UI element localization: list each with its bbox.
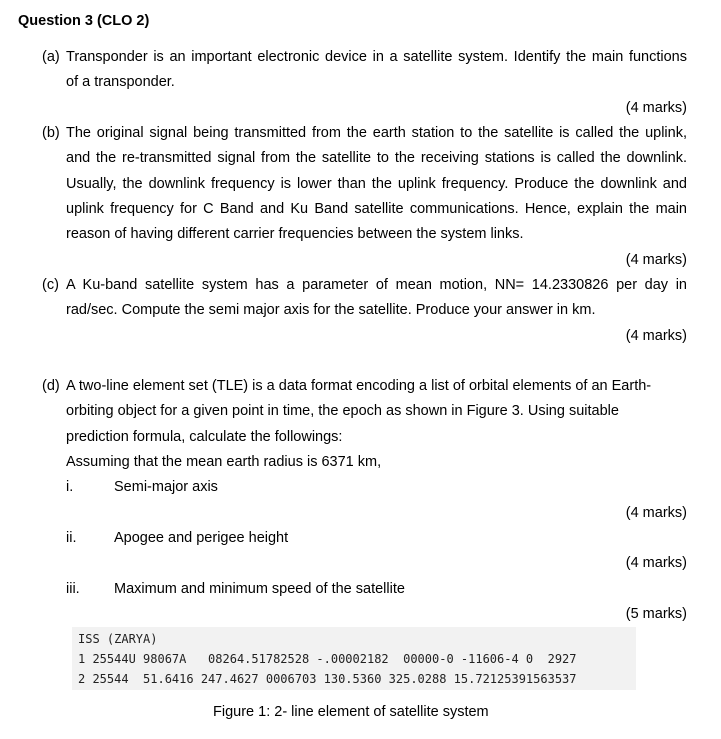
sub-item-2-text: Apogee and perigee height	[114, 530, 289, 546]
sub-item-1-text: Semi-major axis	[114, 479, 218, 495]
part-a-line-1: Transponder is an important electronic device in a satellite system. Identify the main functions	[66, 49, 687, 65]
sub-item-2-numeral: ii.	[66, 530, 77, 546]
part-d-label: (d)	[42, 378, 60, 394]
part-c-line-1: A Ku-band satellite system has a parameter of mean motion, NN= 14.2330826 per day in	[66, 277, 687, 293]
tle-name-line: ISS (ZARYA)	[78, 632, 158, 646]
part-b-line-5: reason of having different carrier frequencies between the system links.	[66, 226, 524, 242]
sub-item-3-marks: (5 marks)	[625, 606, 687, 622]
part-a-line-2: of a transponder.	[66, 74, 175, 90]
sub-item-1-numeral: i.	[66, 479, 74, 495]
sub-item-3-text: Maximum and minimum speed of the satellite	[114, 581, 405, 597]
sub-item-3-numeral: iii.	[66, 581, 80, 597]
part-a-label: (a)	[42, 49, 60, 65]
question-title: Question 3 (CLO 2)	[18, 13, 150, 29]
part-b-line-3: Usually, the downlink frequency is lower than the uplink frequency. Produce the downlink and	[66, 176, 687, 192]
part-d-line-3: prediction formula, calculate the followings:	[66, 429, 343, 445]
part-b-line-4: uplink frequency for C Band and Ku Band satellite communications. Hence, explain the main	[66, 201, 687, 217]
part-b-marks: (4 marks)	[625, 252, 687, 268]
tle-line-2: 2 25544 51.6416 247.4627 0006703 130.5360 325.0288 15.72125391563537	[78, 672, 577, 686]
tle-code-block	[72, 627, 636, 690]
part-c-line-2: rad/sec. Compute the semi major axis for the satellite. Produce your answer in km.	[66, 302, 596, 318]
sub-item-1-marks: (4 marks)	[625, 505, 687, 521]
tle-line-1: 1 25544U 98067A 08264.51782528 -.00002182 00000-0 -11606-4 0 2927	[78, 652, 577, 666]
figure-caption: Figure 1: 2- line element of satellite system	[213, 704, 489, 720]
part-b-line-2: and the re-transmitted signal from the satellite to the receiving stations is called the downlink.	[66, 150, 687, 166]
part-b-line-1: The original signal being transmitted from the earth station to the satellite is called the uplink,	[66, 125, 687, 141]
part-d-line-1: A two-line element set (TLE) is a data format encoding a list of orbital elements of an Earth-	[66, 378, 652, 394]
part-c-label: (c)	[42, 277, 59, 293]
sub-item-2-marks: (4 marks)	[625, 555, 687, 571]
part-c-marks: (4 marks)	[625, 328, 687, 344]
part-d-line-4: Assuming that the mean earth radius is 6371 km,	[66, 454, 382, 470]
part-d-line-2: orbiting object for a given point in time, the epoch as shown in Figure 3. Using suitable	[66, 403, 619, 419]
part-a-marks: (4 marks)	[625, 100, 687, 116]
part-b-label: (b)	[42, 125, 60, 141]
